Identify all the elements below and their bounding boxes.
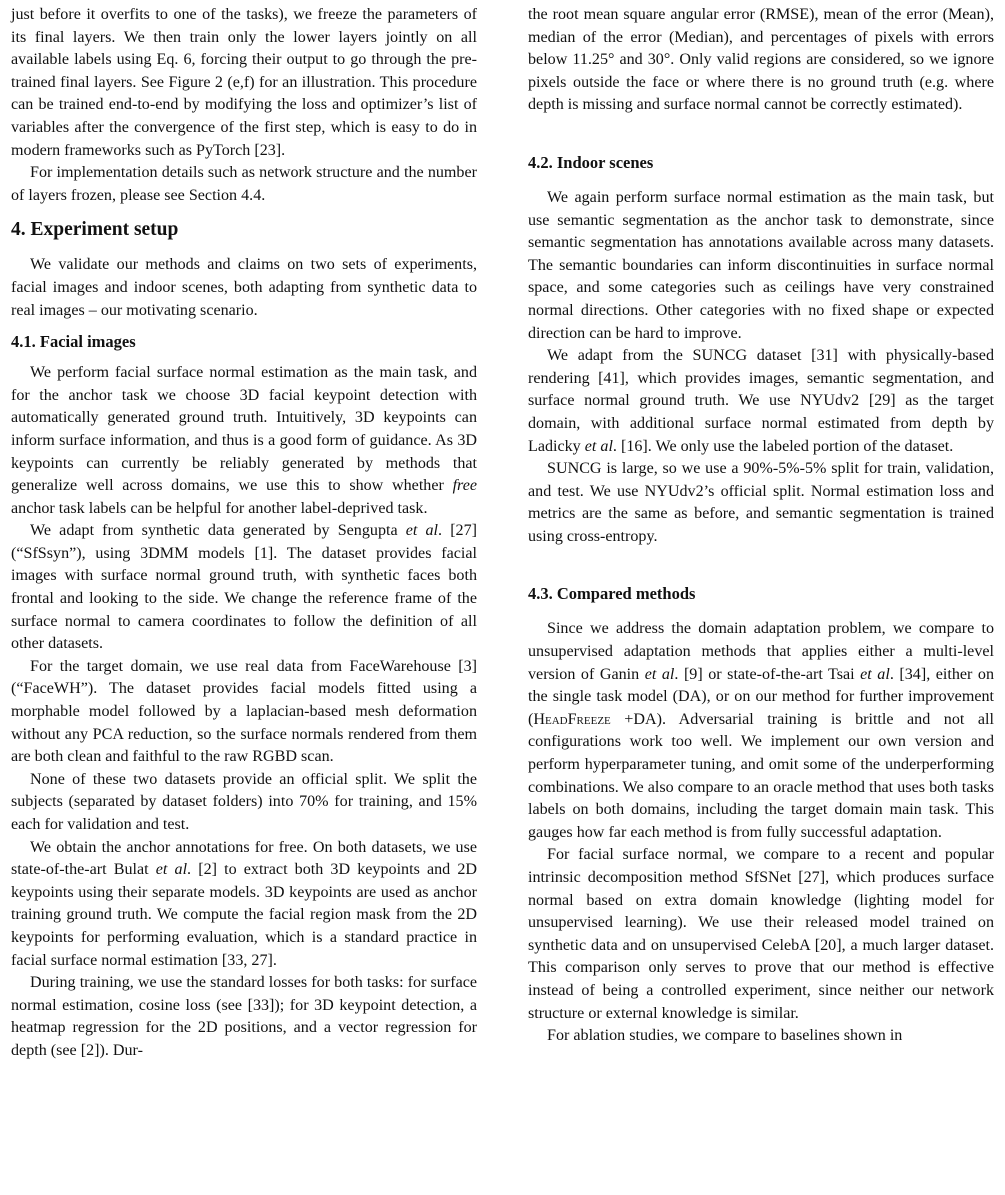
subsection-heading: 4.2. Indoor scenes — [528, 152, 654, 172]
left-column — [11, 4, 477, 1063]
paragraph: We validate our methods and claims on two sets of experiments, facial images and indoor scenes, both adapting from synthetic data to real images – our motivating scenario. — [11, 256, 477, 319]
paragraph: During training, we use the standard losses for both tasks: for surface normal estimation, cosine loss (see [33]); for 3D keypoint detection, a heatmap regression for the 2D positions, and a vector regression for depth (see [2]). Dur- — [11, 974, 477, 1059]
paragraph: For ablation studies, we compare to baselines shown in — [547, 1027, 903, 1045]
paragraph: We adapt from the SUNCG dataset [31] with physically-based rendering [41], which provides images, semantic segmentation, and surface normal ground truth. We use NYUdv2 [29] as the target domain, with additional surface normal estimated from depth by Ladicky et al. [16]. We only use the labeled portion of the dataset. — [528, 347, 994, 455]
paragraph: For implementation details such as network structure and the number of layers frozen, please see Section 4.4. — [11, 164, 477, 204]
subsection-heading: 4.1. Facial images — [11, 332, 136, 352]
right-column — [528, 4, 994, 1048]
paragraph: None of these two datasets provide an official split. We split the subjects (separated by dataset folders) into 70% for training, and 15% each for validation and test. — [11, 770, 477, 833]
paragraph: We again perform surface normal estimation as the main task, but use semantic segmentation as the anchor task to demonstrate, since semantic segmentation has annotations available across many datasets. The semantic boundaries can inform discontinuities in surface normal space, and some categories such as ceilings have very constrained normal directions. Other categories with no fixed shape or expected direction can be hard to improve. — [528, 188, 994, 342]
paragraph: Since we address the domain adaptation problem, we compare to unsupervised adaptation methods that applies either a multi-level version of Ganin et al. [9] or state-of-the-art Tsai et al. [34], either on the single task model (DA), or on our method for further improvement (HeadFreeze +DA). Adversarial training is brittle and not all configurations work too well. We implement our own version and perform hyperparameter tuning, and omit some of the underperforming combinations. We also compare to an oracle method that uses both tasks labels on both domains, including the target domain main task. This gauges how far each method is from fully successful adaptation. — [528, 620, 995, 841]
paragraph: We adapt from synthetic data generated by Sengupta et al. [27] (“SfSsyn”), using 3DMM models [1]. The dataset provides facial images with surface normal ground truth, with synthetic faces both frontal and looking to the side. We change the reference frame of the surface normal to camera coordinates to follow the definition of all other datasets. — [11, 522, 478, 653]
paragraph: For facial surface normal, we compare to a recent and popular intrinsic decomposition method SfSNet [27], which produces surface normal based on extra domain knowledge (lighting model for unsupervised learning). We use their released model trained on synthetic data and on unsupervised CelebA [20], a much larger dataset. This comparison only serves to prove that our method is effective instead of being a controlled experiment, since neither our network structure or external knowledge is similar. — [528, 846, 994, 1022]
paragraph: just before it overfits to one of the tasks), we freeze the parameters of its final layers. We then train only the lower layers jointly on all available labels using Eq. 6, forcing their output to go through the pre-trained final layers. See Figure 2 (e,f) for an illustration. This procedure can be trained end-to-end by modifying the loss and optimizer’s list of variables after the convergence of the first step, which is easy to do in modern frameworks such as PyTorch [23]. — [11, 6, 477, 159]
paragraph: We obtain the anchor annotations for free. On both datasets, we use state-of-the-art Bulat et al. [2] to extract both 3D keypoints and 2D keypoints using their separate models. 3D keypoints are used as anchor training ground truth. We compute the facial region mask from the 2D keypoints for performing evaluation, which is a standard practice in facial surface normal estimation [33, 27]. — [11, 838, 478, 969]
paragraph: For the target domain, we use real data from FaceWarehouse [3] (“FaceWH”). The dataset provides facial models fitted using a morphable model followed by a laplacian-based mesh deformation without any PCA reduction, so the surface normals rendered from them are both clean and faithful to the raw RGBD scan. — [11, 657, 477, 766]
section-heading: 4. Experiment setup — [11, 219, 179, 241]
paragraph: SUNCG is large, so we use a 90%-5%-5% split for train, validation, and test. We use NYUdv2’s official split. Normal estimation loss and metrics are the same as before, and semantic segmentation is trained using cross-entropy. — [528, 460, 994, 545]
subsection-heading: 4.3. Compared methods — [528, 584, 696, 604]
paragraph: We perform facial surface normal estimation as the main task, and for the anchor task we choose 3D facial keypoint detection with automatically generated ground truth. Intuitively, 3D keypoints can inform surface information, and thus is a good form of guidance. As 3D keypoints can currently be reliably generated by methods that generalize well across domains, we use this to show whether free anchor task labels can be helpful for another label-deprived task. — [11, 364, 477, 517]
paragraph: the root mean square angular error (RMSE), mean of the error (Mean), median of the error (Median), and percentages of pixels with errors below 11.25° and 30°. Only valid regions are considered, so we ignore pixels outside the face or where there is no ground truth (e.g. where depth is missing and surface normal cannot be correctly estimated). — [528, 6, 994, 114]
